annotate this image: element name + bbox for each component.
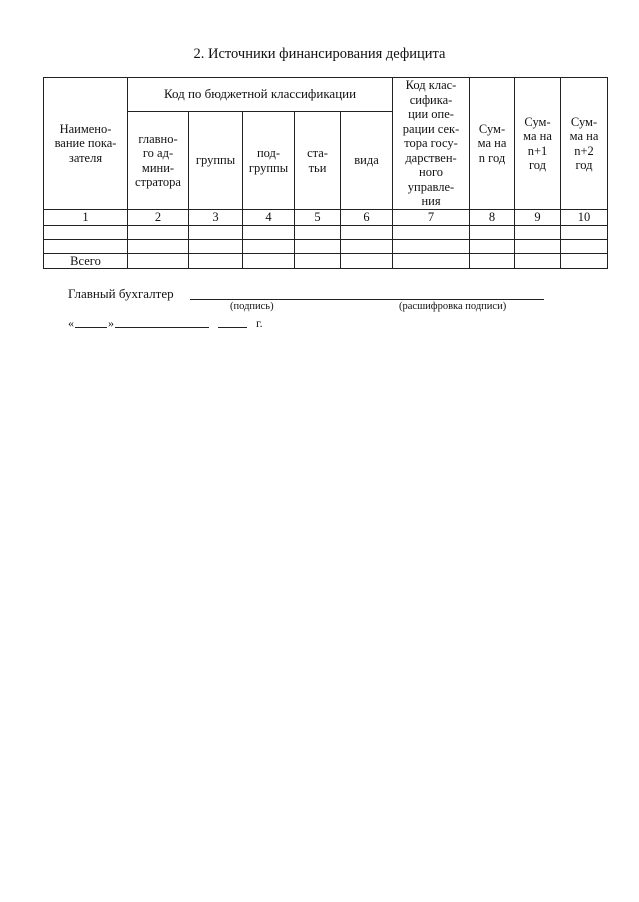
date-month-field[interactable]	[115, 327, 209, 328]
table-cell[interactable]	[243, 253, 295, 269]
chief-accountant-label: Главный бухгалтер	[68, 286, 174, 301]
table-cell[interactable]	[128, 225, 189, 239]
table-cell[interactable]	[341, 239, 393, 253]
table-cell[interactable]	[44, 239, 128, 253]
table-cell[interactable]	[295, 225, 341, 239]
table-row-total	[44, 253, 608, 269]
table-cell[interactable]	[561, 239, 608, 253]
decode-caption: (расшифровка подписи)	[399, 301, 507, 312]
table-cell[interactable]	[189, 239, 243, 253]
column-number: 9	[515, 210, 561, 226]
date-day-field[interactable]	[75, 327, 107, 328]
col-header-indicator-name: Наимено- вание пока- зателя	[44, 78, 128, 210]
col-header-subgroup: под- группы	[243, 112, 295, 210]
col-header-sum-n2: Сум- ма на n+2 год	[561, 78, 608, 210]
table-cell[interactable]	[189, 253, 243, 269]
table-cell[interactable]	[561, 225, 608, 239]
financing-sources-table	[43, 77, 608, 269]
table-cell[interactable]	[470, 225, 515, 239]
column-number: 4	[243, 210, 295, 226]
col-header-type: вида	[341, 112, 393, 210]
column-number-row	[44, 210, 608, 226]
column-number: 5	[295, 210, 341, 226]
column-number: 2	[128, 210, 189, 226]
column-number: 1	[44, 210, 128, 226]
year-suffix: г.	[256, 316, 263, 330]
date-year-field[interactable]	[218, 327, 247, 328]
column-number: 8	[470, 210, 515, 226]
table-cell[interactable]	[341, 225, 393, 239]
table-cell[interactable]	[393, 225, 470, 239]
col-group-budget-classification: Код по бюджетной классификации	[128, 78, 393, 112]
table-cell[interactable]	[515, 225, 561, 239]
col-header-sum-n1: Сум- ма на n+1 год	[515, 78, 561, 210]
date-open-quote: «	[68, 316, 74, 330]
date-line	[68, 316, 288, 332]
table-row	[44, 225, 608, 239]
column-number: 7	[393, 210, 470, 226]
total-label: Всего	[44, 253, 128, 269]
table-cell[interactable]	[295, 253, 341, 269]
column-number: 6	[341, 210, 393, 226]
date-close-quote: »	[108, 316, 114, 330]
col-header-chief-administrator: главно- го ад- мини- стратора	[128, 112, 189, 210]
col-header-article: ста- тьи	[295, 112, 341, 210]
signature-field[interactable]	[190, 299, 544, 300]
table-cell[interactable]	[341, 253, 393, 269]
column-number: 10	[561, 210, 608, 226]
table-cell[interactable]	[515, 253, 561, 269]
table-cell[interactable]	[243, 225, 295, 239]
table-cell[interactable]	[470, 253, 515, 269]
table-cell[interactable]	[128, 239, 189, 253]
column-number: 3	[189, 210, 243, 226]
table-cell[interactable]	[393, 239, 470, 253]
signature-caption: (подпись)	[230, 301, 274, 312]
table-cell[interactable]	[243, 239, 295, 253]
table-cell[interactable]	[128, 253, 189, 269]
table-cell[interactable]	[44, 225, 128, 239]
table-cell[interactable]	[393, 253, 470, 269]
table-cell[interactable]	[470, 239, 515, 253]
table-cell[interactable]	[189, 225, 243, 239]
col-header-group: группы	[189, 112, 243, 210]
table-cell[interactable]	[561, 253, 608, 269]
col-header-operation-code: Код клас- сифика- ции опе- рации сек- тора госу- дарствен- ного управле- ния	[393, 78, 470, 210]
col-header-sum-n: Сум- ма на n год	[470, 78, 515, 210]
table-cell[interactable]	[295, 239, 341, 253]
table-cell[interactable]	[515, 239, 561, 253]
page-title: 2. Источники финансирования дефицита	[193, 46, 446, 62]
table-row	[44, 239, 608, 253]
